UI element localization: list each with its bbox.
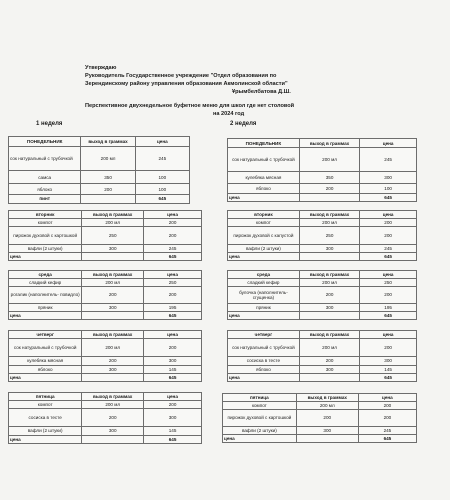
item-price: 100 <box>135 171 189 184</box>
approver-organization-cont: Зерендинскому району управления образования Акмолинской области" <box>85 81 288 87</box>
total-label: цена <box>9 374 82 382</box>
day-label: среда <box>228 271 300 279</box>
item-grams: 200 мл <box>82 401 144 409</box>
total-grams <box>299 312 359 320</box>
col-price: цена <box>360 331 417 339</box>
item-price: 200 <box>144 339 202 357</box>
item-grams: 200 <box>82 409 144 427</box>
total-label: цена <box>9 436 82 444</box>
item-name: сок натуральный с трубочкой <box>228 148 300 171</box>
item-name: сок натуральный с трубочкой <box>9 146 81 170</box>
item-name: сосиска в тесте <box>228 357 300 366</box>
item-name: яблоко <box>228 366 300 374</box>
item-name: сладкий кефир <box>9 279 82 287</box>
item-name: кулебяка мясная <box>9 357 82 366</box>
week2-label: 2 неделя <box>230 121 257 127</box>
day-label: вторник <box>9 211 82 219</box>
col-grams: выход в граммах <box>299 139 359 148</box>
item-grams: 200 <box>296 410 358 427</box>
item-price: 245 <box>358 427 416 435</box>
total-grams <box>82 436 144 444</box>
col-grams: выход в граммах <box>82 331 144 339</box>
document-year: на 2024 год <box>213 111 245 117</box>
item-name: компот <box>9 219 82 227</box>
item-grams: 200 <box>82 287 144 304</box>
item-price: 200 <box>360 227 417 245</box>
item-name: яблоко <box>9 184 81 195</box>
col-grams: выход в граммах <box>82 393 144 401</box>
col-price: цена <box>144 331 202 339</box>
item-price: 200 <box>360 287 417 304</box>
item-price: 300 <box>360 357 417 366</box>
item-grams: 200 мл <box>81 146 135 170</box>
week1-label: 1 неделя <box>36 121 63 127</box>
total-grams <box>296 435 358 443</box>
col-grams: выход в граммах <box>296 394 358 402</box>
total-grams <box>299 193 359 201</box>
item-price: 145 <box>144 427 202 436</box>
total-grams <box>81 195 135 204</box>
item-name: вафли (2 штуки) <box>9 245 82 253</box>
item-name: компот <box>228 219 300 227</box>
total-label: цена <box>228 374 300 382</box>
item-grams: 300 <box>299 366 359 374</box>
item-name: яблоко <box>9 366 82 374</box>
item-name: пирожок духовой с капустой <box>228 227 300 245</box>
col-grams: выход в граммах <box>82 211 144 219</box>
item-grams: 300 <box>299 304 359 312</box>
item-grams: 200 мл <box>82 219 144 227</box>
total-price: 645 <box>144 253 202 261</box>
item-name: сок натуральный с трубочкой <box>228 339 300 357</box>
item-name: пряник <box>228 304 300 312</box>
total-grams <box>299 253 359 261</box>
item-price: 300 <box>144 409 202 427</box>
total-price: 645 <box>144 436 202 444</box>
item-grams: 200 мл <box>299 219 359 227</box>
item-grams: 200 <box>81 184 135 195</box>
item-price: 245 <box>144 245 202 253</box>
item-price: 200 <box>360 219 417 227</box>
menu-table-week2-tuesday <box>227 210 417 261</box>
item-grams: 300 <box>299 245 359 253</box>
total-price: 645 <box>360 312 417 320</box>
item-price: 145 <box>144 366 202 374</box>
item-name: вафли (2 штуки) <box>9 427 82 436</box>
item-price: 300 <box>144 357 202 366</box>
item-grams: 300 <box>296 427 358 435</box>
item-price: 250 <box>144 279 202 287</box>
item-name: вафли (2 штуки) <box>223 427 297 435</box>
approver-organization: Руководитель Государственное учреждение "Отдел образования по <box>85 73 277 79</box>
document-title: Перспективное двухнедельное буфетное меню для школ где нет столовой <box>85 103 295 109</box>
col-grams: выход в граммах <box>82 271 144 279</box>
item-grams: 200 мл <box>82 279 144 287</box>
item-name: пряник <box>9 304 82 312</box>
item-grams: 300 <box>82 366 144 374</box>
item-price: 195 <box>360 304 417 312</box>
menu-table-week2-monday <box>227 138 417 202</box>
item-name: самса <box>9 171 81 184</box>
item-price: 250 <box>360 279 417 287</box>
item-grams: 350 <box>81 171 135 184</box>
item-grams: 200 мл <box>299 279 359 287</box>
item-price: 200 <box>144 227 202 245</box>
col-price: цена <box>360 271 417 279</box>
total-grams <box>82 312 144 320</box>
item-grams: 200 мл <box>296 402 358 410</box>
total-price: 645 <box>135 195 189 204</box>
col-price: цена <box>144 211 202 219</box>
col-price: цена <box>144 393 202 401</box>
item-name: компот <box>223 402 297 410</box>
item-price: 200 <box>358 402 416 410</box>
item-name: яблоко <box>228 184 300 193</box>
col-price: цена <box>144 271 202 279</box>
total-label: цена <box>228 253 300 261</box>
item-grams: 200 <box>299 184 359 193</box>
menu-table-week1-thursday <box>8 330 202 382</box>
item-name: пирожок духовой с картошкой <box>223 410 297 427</box>
menu-table-week1-friday <box>8 392 202 444</box>
col-price: цена <box>360 211 417 219</box>
item-price: 100 <box>135 184 189 195</box>
item-price: 200 <box>144 219 202 227</box>
menu-table-week2-wednesday <box>227 270 417 320</box>
col-price: цена <box>358 394 416 402</box>
total-price: 645 <box>360 374 417 382</box>
item-name: сладкий кефир <box>228 279 300 287</box>
col-grams: выход в граммах <box>81 137 135 147</box>
item-grams: 350 <box>299 171 359 184</box>
day-label: четверг <box>228 331 300 339</box>
item-grams: 200 <box>299 287 359 304</box>
col-grams: выход в граммах <box>299 211 359 219</box>
total-label: цена <box>228 193 300 201</box>
total-label: пинт <box>9 195 81 204</box>
menu-table-week1-monday <box>8 136 190 204</box>
item-grams: 200 <box>299 357 359 366</box>
item-name: сосиска в тесте <box>9 409 82 427</box>
item-grams: 250 <box>299 227 359 245</box>
item-price: 200 <box>144 287 202 304</box>
total-label: цена <box>9 253 82 261</box>
day-label: среда <box>9 271 82 279</box>
item-price: 100 <box>360 184 417 193</box>
menu-table-week1-wednesday <box>8 270 202 320</box>
item-name: компот <box>9 401 82 409</box>
total-grams <box>299 374 359 382</box>
menu-table-week2-friday <box>222 393 417 443</box>
menu-table-week2-thursday <box>227 330 417 382</box>
item-price: 245 <box>135 146 189 170</box>
item-name: пирожок духовой с картошкой <box>9 227 82 245</box>
col-price: цена <box>135 137 189 147</box>
col-grams: выход в граммах <box>299 331 359 339</box>
total-price: 645 <box>144 374 202 382</box>
total-price: 645 <box>358 435 416 443</box>
approval-label: Утверждаю <box>85 65 117 71</box>
item-grams: 200 мл <box>299 339 359 357</box>
item-grams: 200 мл <box>82 339 144 357</box>
total-grams <box>82 253 144 261</box>
item-price: 245 <box>360 148 417 171</box>
total-price: 645 <box>360 193 417 201</box>
item-name: булочка (наполнитель- сгущенка) <box>228 287 300 304</box>
col-price: цена <box>360 139 417 148</box>
total-label: цена <box>223 435 297 443</box>
day-label: ПОНЕДЕЛЬНИК <box>9 137 81 147</box>
item-price: 245 <box>360 245 417 253</box>
day-label: четверг <box>9 331 82 339</box>
item-price: 200 <box>358 410 416 427</box>
item-grams: 200 мл <box>299 148 359 171</box>
item-grams: 250 <box>82 227 144 245</box>
item-price: 200 <box>144 401 202 409</box>
day-label: пятница <box>9 393 82 401</box>
item-price: 145 <box>360 366 417 374</box>
item-grams: 300 <box>82 304 144 312</box>
approver-signature-name: Ұрымбелбатова Д.Ш. <box>232 89 291 95</box>
item-name: кулебяка мясная <box>228 171 300 184</box>
total-label: цена <box>228 312 300 320</box>
total-price: 645 <box>360 253 417 261</box>
menu-table-week1-tuesday <box>8 210 202 261</box>
total-grams <box>82 374 144 382</box>
total-price: 645 <box>144 312 202 320</box>
day-label: вторник <box>228 211 300 219</box>
day-label: ПОНЕДЕЛЬНИК <box>228 139 300 148</box>
day-label: пятница <box>223 394 297 402</box>
item-price: 195 <box>144 304 202 312</box>
col-grams: выход в граммах <box>299 271 359 279</box>
item-price: 300 <box>360 171 417 184</box>
item-grams: 300 <box>82 245 144 253</box>
item-price: 200 <box>360 339 417 357</box>
item-name: рогалик (наполнитель- повидло) <box>9 287 82 304</box>
item-name: сок натуральный с трубочкой <box>9 339 82 357</box>
item-grams: 300 <box>82 427 144 436</box>
total-label: цена <box>9 312 82 320</box>
item-name: вафли (2 штуки) <box>228 245 300 253</box>
item-grams: 200 <box>82 357 144 366</box>
